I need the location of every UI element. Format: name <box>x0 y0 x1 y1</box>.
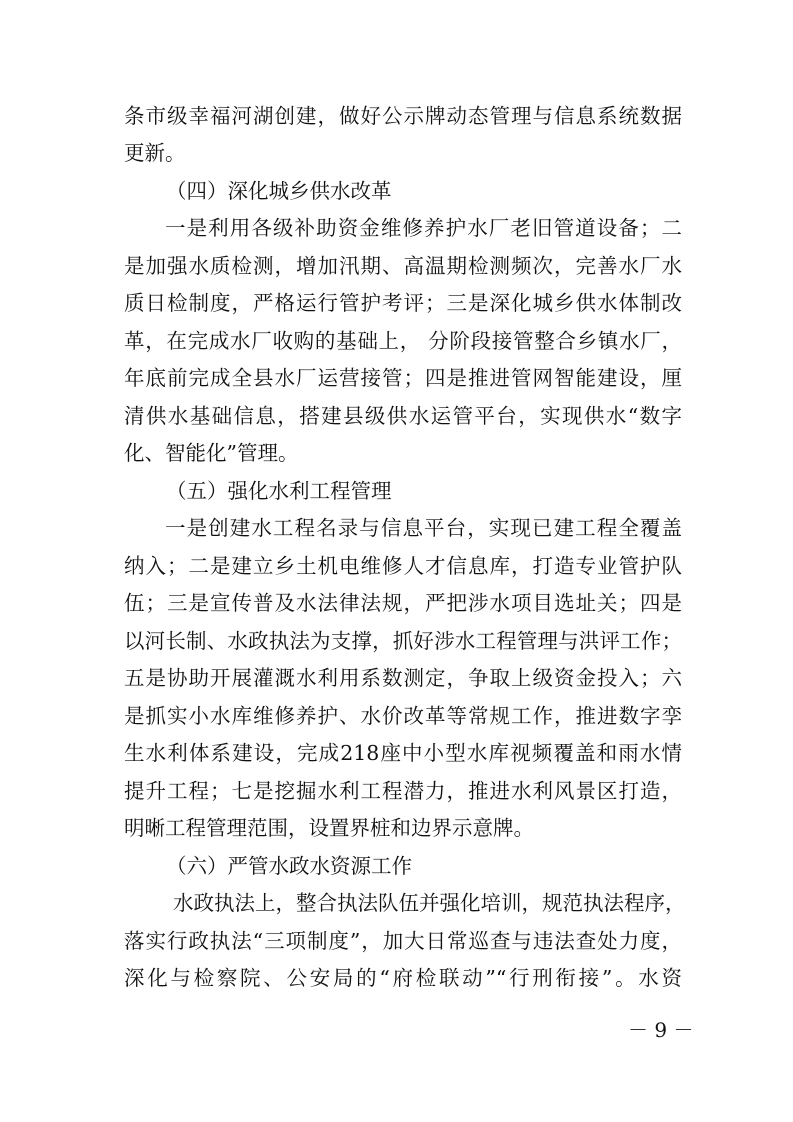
body-line: 质日检制度，严格运行管护考评；三是深化城乡供水体制改 <box>124 291 682 315</box>
body-line: 落实行政执法“三项制度”，加大日常巡查与违法查处力度， <box>124 929 682 953</box>
body-line: 是加强水质检测，增加汛期、高温期检测频次，完善水厂水 <box>124 254 682 278</box>
section-heading: （六）严管水政水资源工作 <box>166 854 412 878</box>
body-line: 是抓实小水库维修养护、水价改革等常规工作，推进数字孪 <box>124 704 682 728</box>
body-line: 条市级幸福河湖创建，做好公示牌动态管理与信息系统数据 <box>124 104 682 128</box>
page-number: － 9 － <box>628 1018 694 1042</box>
section-heading: （五）强化水利工程管理 <box>166 479 392 503</box>
body-line: 革，在完成水厂收购的基础上， 分阶段接管整合乡镇水厂， <box>124 329 682 353</box>
body-line: 提升工程；七是挖掘水利工程潜力，推进水利风景区打造， <box>124 779 682 803</box>
body-line: 伍；三是宣传普及水法律法规，严把涉水项目选址关；四是 <box>124 591 682 615</box>
body-line: 五是协助开展灌溉水利用系数测定，争取上级资金投入；六 <box>124 666 682 690</box>
body-line: 深化与检察院、公安局的“府检联动”“行刑衔接”。水资 <box>124 966 682 990</box>
body-line: 一是创建水工程名录与信息平台，实现已建工程全覆盖 <box>165 516 682 540</box>
body-line: 以河长制、水政执法为支撑，抓好涉水工程管理与洪评工作； <box>124 629 682 653</box>
document-page <box>124 0 684 1122</box>
section-heading: （四）深化城乡供水改革 <box>166 179 392 203</box>
body-line: 纳入；二是建立乡土机电维修人才信息库，打造专业管护队 <box>124 554 682 578</box>
body-line: 水政执法上，整合执法队伍并强化培训，规范执法程序， <box>173 891 686 915</box>
body-line: 年底前完成全县水厂运营接管；四是推进管网智能建设，厘 <box>124 366 682 390</box>
body-line: 更新。 <box>124 141 186 165</box>
body-line: 明晰工程管理范围，设置界桩和边界示意牌。 <box>124 816 534 840</box>
body-line: 一是利用各级补助资金维修养护水厂老旧管道设备；二 <box>165 216 682 240</box>
body-line: 化、智能化”管理。 <box>124 441 299 465</box>
body-line: 生水利体系建设，完成218座中小型水库视频覆盖和雨水情 <box>124 741 682 765</box>
body-line: 清供水基础信息，搭建县级供水运管平台，实现供水“数字 <box>124 404 682 428</box>
